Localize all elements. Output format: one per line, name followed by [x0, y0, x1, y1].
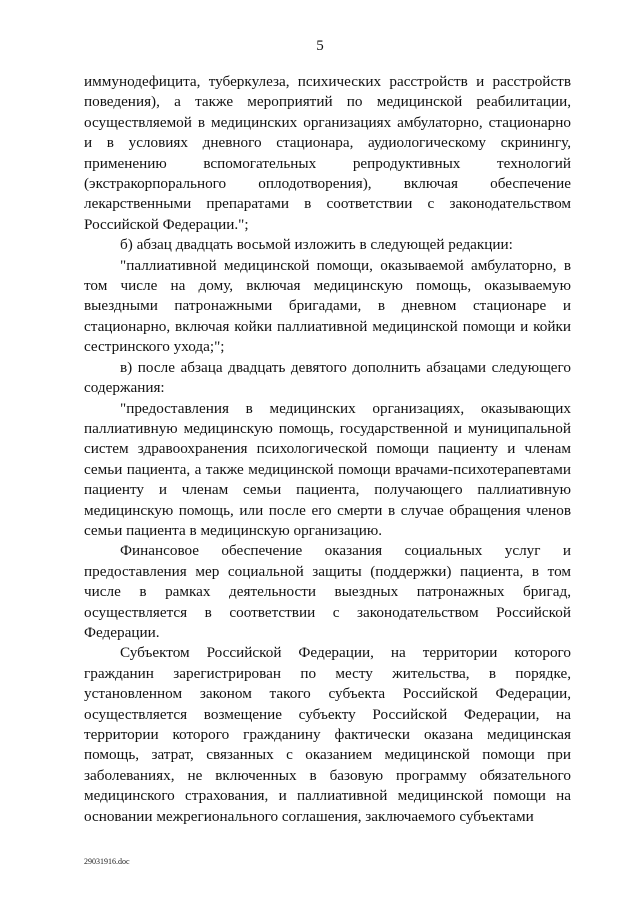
paragraph-palliative-care: "паллиативной медицинской помощи, оказываемой амбулаторно, в том числе на дому, включая медицинскую помощь, оказываемую выездными патронажными бригадами, в дневном стационаре и стационарно, включая койки паллиативной медицинской помощи и койки сестринского ухода;"; [84, 256, 571, 356]
paragraph-item-v: в) после абзаца двадцать девятого дополнить абзацами следующего содержания: [84, 358, 571, 397]
paragraph-reimbursement: Субъектом Российской Федерации, на территории которого гражданин зарегистрирован по месту жительства, в порядке, установленном законом такого субъекта Российской Федерации, осуществляется возмещение субъекту Российской Федерации, на территории которого гражданину фактически оказана медицинская помощь, затрат, связанных с оказанием медицинской помощи при заболеваниях, не включенных в базовую программу обязательного медицинского страхования, и паллиативной медицинской помощи на основании межрегионального соглашения, заключаемого субъектами [84, 644, 571, 825]
paragraph-item-b: б) абзац двадцать восьмой изложить в следующей редакции: [120, 236, 513, 254]
document-body [84, 72, 571, 827]
footer-file-name: 29031916.doc [84, 857, 130, 866]
page-number: 5 [316, 38, 324, 54]
paragraph-financial-support: Финансовое обеспечение оказания социальных услуг и предоставления мер социальной защиты (поддержки) пациента, в том числе в рамках деятельности выездных патронажных бригад, осуществляется в соответствии с законодательством Российской Федерации. [84, 542, 571, 641]
paragraph-psychological-help: "предоставления в медицинских организациях, оказывающих паллиативную медицинскую помощь, государственной и муниципальной систем здравоохранения психологической помощи пациенту и членам семьи пациента, а также медицинской помощи врачами-психотерапевтами пациенту и членам семьи пациента, получающего паллиативную медицинскую помощь, или после его смерти в случае обращения членов семьи пациента в медицинскую организацию. [84, 399, 571, 539]
paragraph-continuation: иммунодефицита, туберкулеза, психических расстройств и расстройств поведения), а также мероприятий по медицинской реабилитации, осуществляемой в медицинских организациях амбулаторно, стационарно и в условиях дневного стационара, аудиологическому скринингу, применению вспомогательных репродуктивных технологий (экстракорпорального оплодотворения), включая обеспечение лекарственными препаратами в соответствии с законодательством Российской Федерации."; [84, 73, 571, 233]
